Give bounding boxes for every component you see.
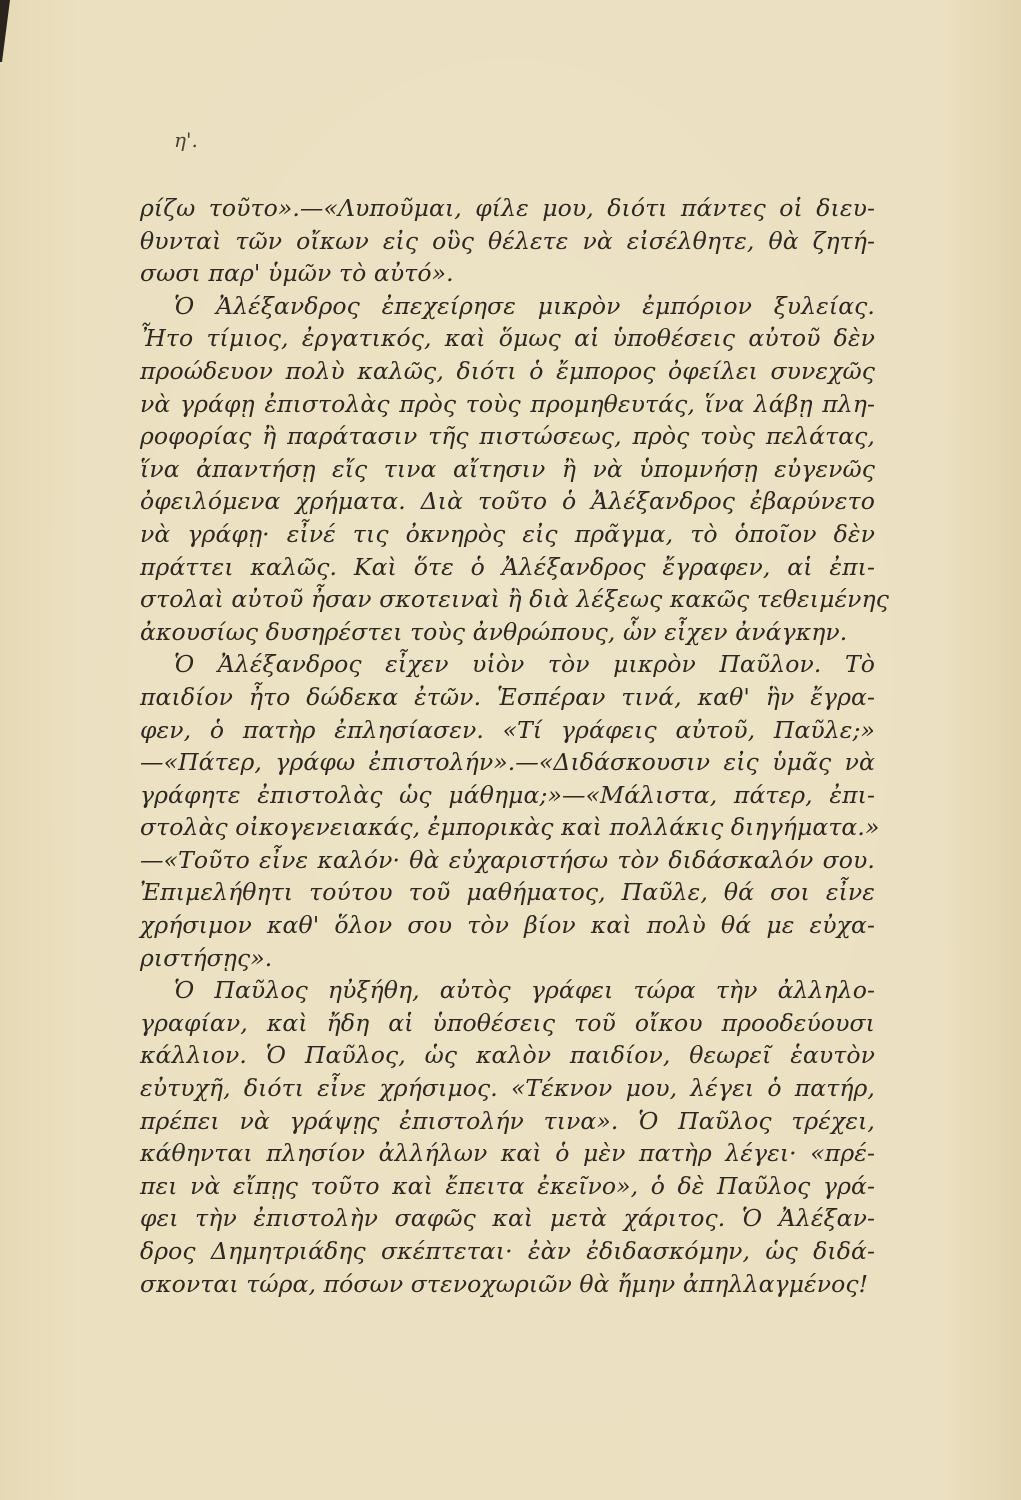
- text-line: ριστήσῃς».: [140, 943, 273, 972]
- text-line: Ὁ Ἀλέξανδρος εἶχεν υἱὸν τὸν μικρὸν Παῦλον. Τὸ: [174, 650, 875, 679]
- text-line: εὐτυχῆ, διότι εἶνε χρήσιμος. «Τέκνον μου, λέγει ὁ πατήρ,: [140, 1074, 875, 1103]
- text-line: νὰ γράφῃ· εἶνέ τις ὀκνηρὸς εἰς πρᾶγμα, τὸ ὁποῖον δὲν: [140, 519, 875, 548]
- text-line: θυνταὶ τῶν οἴκων εἰς οὓς θέλετε νὰ εἰσέλθητε, θὰ ζητή-: [140, 226, 875, 255]
- text-line: κάλλιον. Ὁ Παῦλος, ὡς καλὸν παιδίον, θεωρεῖ ἑαυτὸν: [140, 1041, 875, 1070]
- text-line: σκονται τώρα, πόσων στενοχωριῶν θὰ ἤμην ἀπηλλαγμένος!: [140, 1269, 869, 1298]
- text-line: προώδευον πολὺ καλῶς, διότι ὁ ἔμπορος ὀφείλει συνεχῶς: [140, 356, 875, 385]
- text-line: γράφητε ἐπιστολὰς ὡς μάθημα;»—«Μάλιστα, πάτερ, ἐπι-: [140, 780, 875, 809]
- text-line: πρέπει νὰ γράψῃς ἐπιστολήν τινα». Ὁ Παῦλος τρέχει,: [140, 1106, 875, 1135]
- text-line: Ἦτο τίμιος, ἐργατικός, καὶ ὅμως αἱ ὑποθέσεις αὐτοῦ δὲν: [140, 324, 875, 353]
- text-line: Ὁ Παῦλος ηὐξήθη, αὐτὸς γράφει τώρα τὴν ἀλληλο-: [174, 976, 875, 1005]
- text-line: γραφίαν, καὶ ἤδη αἱ ὑποθέσεις τοῦ οἴκου προοδεύουσι: [140, 1008, 875, 1037]
- page-number: η'.: [174, 128, 198, 152]
- text-line: ἵνα ἀπαντήσῃ εἴς τινα αἴτησιν ἢ νὰ ὑπομνήσῃ εὐγενῶς: [140, 454, 875, 483]
- text-line: νὰ γράφῃ ἐπιστολὰς πρὸς τοὺς προμηθευτάς, ἵνα λάβῃ πλη-: [140, 389, 875, 418]
- text-line: χρήσιμον καθ' ὅλον σου τὸν βίον καὶ πολὺ θά με εὐχα-: [140, 911, 875, 940]
- body-text: [140, 192, 889, 1300]
- text-line: —«Τοῦτο εἶνε καλόν· θὰ εὐχαριστήσω τὸν διδάσκαλόν σου.: [140, 845, 875, 874]
- text-line: στολαὶ αὐτοῦ ἦσαν σκοτειναὶ ἢ διὰ λέξεως κακῶς τεθειμένης: [140, 585, 889, 614]
- text-line: πει νὰ εἴπῃς τοῦτο καὶ ἔπειτα ἐκεῖνο», ὁ δὲ Παῦλος γρά-: [140, 1171, 875, 1200]
- text-line: παιδίον ἦτο δώδεκα ἐτῶν. Ἑσπέραν τινά, καθ' ἣν ἔγρα-: [140, 682, 875, 711]
- text-line: Ἐπιμελήθητι τούτου τοῦ μαθήματος, Παῦλε, θά σοι εἶνε: [140, 878, 875, 907]
- text-line: ροφορίας ἢ παράτασιν τῆς πιστώσεως, πρὸς τοὺς πελάτας,: [140, 422, 875, 451]
- text-line: Ὁ Ἀλέξανδρος ἐπεχείρησε μικρὸν ἐμπόριον ξυλείας.: [174, 291, 875, 320]
- text-line: ρίζω τοῦτο».—«Λυποῦμαι, φίλε μου, διότι πάντες οἱ διευ-: [140, 194, 875, 222]
- text-line: ὀφειλόμενα χρήματα. Διὰ τοῦτο ὁ Ἀλέξανδρος ἐβαρύνετο: [140, 487, 875, 516]
- text-line: φεν, ὁ πατὴρ ἐπλησίασεν. «Τί γράφεις αὐτοῦ, Παῦλε;»: [140, 715, 875, 744]
- text-line: ἀκουσίως δυσηρέστει τοὺς ἀνθρώπους, ὧν εἶχεν ἀνάγκην.: [140, 617, 848, 646]
- text-line: —«Πάτερ, γράφω ἐπιστολήν».—«Διδάσκουσιν εἰς ὑμᾶς νὰ: [140, 748, 875, 777]
- text-line: πράττει καλῶς. Καὶ ὅτε ὁ Ἀλέξανδρος ἔγραφεν, αἱ ἐπι-: [140, 552, 875, 581]
- text-line: κάθηνται πλησίον ἀλλήλων καὶ ὁ μὲν πατὴρ λέγει· «πρέ-: [140, 1139, 875, 1168]
- text-line: δρος Δημητριάδης σκέπτεται· ἐὰν ἐδιδασκόμην, ὡς διδά-: [140, 1237, 875, 1265]
- text-line: στολὰς οἰκογενειακάς, ἐμπορικὰς καὶ πολλάκις διηγήματα.»: [140, 813, 880, 842]
- page-corner-mark: [0, 0, 10, 62]
- text-line: σωσι παρ' ὑμῶν τὸ αὐτό».: [140, 259, 454, 288]
- text-line: φει τὴν ἐπιστολὴν σαφῶς καὶ μετὰ χάριτος. Ὁ Ἀλέξαν-: [140, 1204, 875, 1233]
